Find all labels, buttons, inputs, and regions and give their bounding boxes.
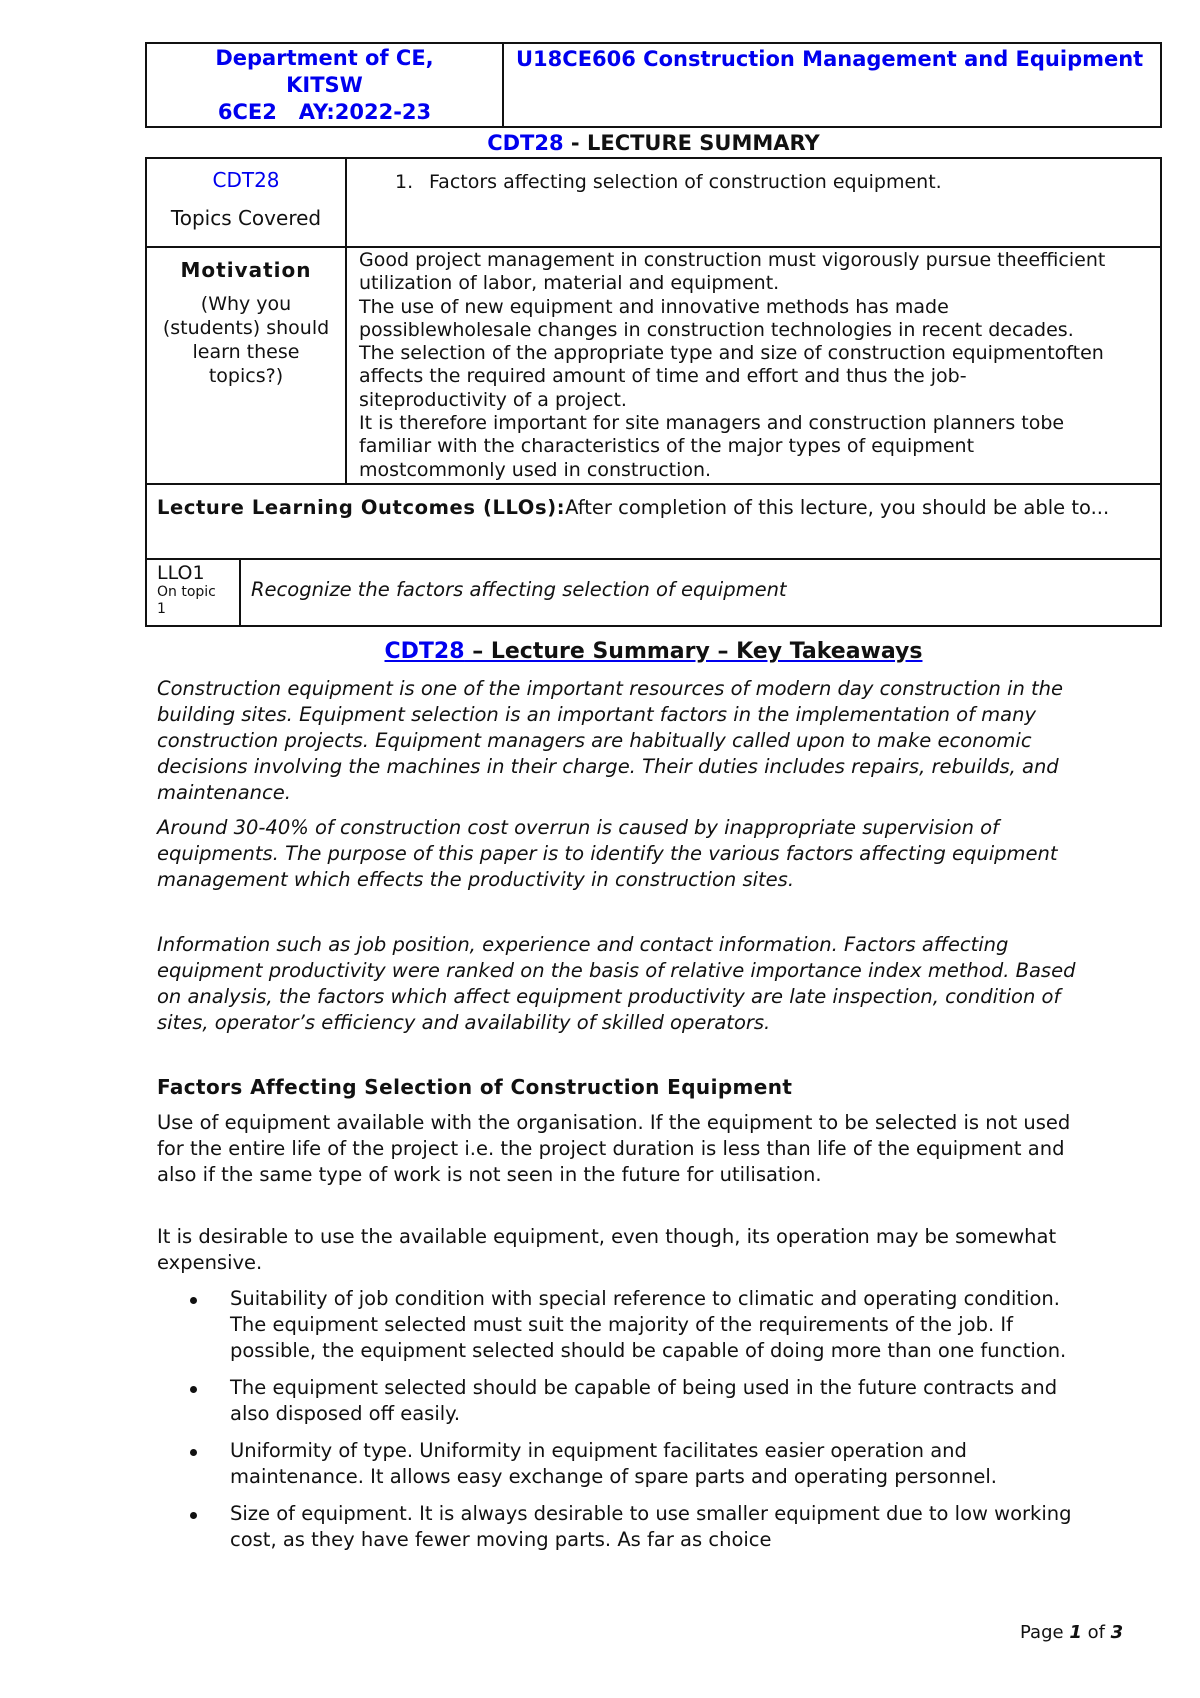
topic-number: 1. — [395, 171, 414, 193]
topics-code: CDT28 — [212, 168, 280, 192]
bullet-icon — [190, 1386, 197, 1393]
motivation-line: Good project management in construction must vigorously pursue theefficient — [359, 249, 1106, 271]
page-total: 3 — [1110, 1622, 1124, 1643]
of-label: of — [1081, 1622, 1111, 1643]
motivation-subtitle-line: (students) should — [162, 317, 330, 339]
department-line1: Department of CE, — [215, 46, 434, 70]
page-label: Page — [1020, 1622, 1070, 1643]
section-year: 6CE2 AY:2022-23 — [217, 100, 432, 124]
motivation-text-cell — [347, 248, 1160, 483]
llo-heading-rest: After completion of this lecture, you should be able to... — [565, 496, 1110, 519]
motivation-label-cell — [147, 248, 347, 483]
lecture-summary-table — [145, 157, 1162, 627]
bullet-icon — [190, 1449, 197, 1456]
key-takeaways-heading — [145, 637, 1162, 667]
llo-item-row — [147, 560, 1160, 625]
topics-label-cell — [147, 159, 347, 246]
bullet-item — [157, 1501, 1087, 1553]
llo-heading-bold: Lecture Learning Outcomes (LLOs): — [157, 496, 566, 519]
page-number: 1 — [1069, 1622, 1082, 1643]
motivation-line: It is therefore important for site managers and construction planners tobe — [359, 412, 1065, 435]
factors-paragraph — [157, 1224, 1087, 1276]
takeaway-paragraph — [157, 815, 1087, 893]
topics-row — [147, 159, 1160, 248]
bullet-item — [157, 1438, 1087, 1490]
motivation-title: Motivation — [180, 258, 312, 282]
department-line2: KITSW — [286, 73, 363, 97]
llo-id-cell — [147, 560, 241, 625]
motivation-row — [147, 248, 1160, 485]
takeaway-paragraph — [157, 932, 1087, 1036]
topics-label: Topics Covered — [170, 206, 322, 230]
factors-paragraph — [157, 1110, 1087, 1188]
factors-heading: Factors Affecting Selection of Construction Equipment — [157, 1075, 793, 1099]
header-table — [145, 42, 1162, 128]
llo-topic-number: 1 — [157, 601, 166, 617]
llo-text-cell — [241, 560, 1160, 625]
motivation-subtitle-line: topics?) — [208, 365, 284, 387]
bullet-icon — [190, 1297, 197, 1304]
key-takeaways-code-link[interactable]: CDT28 — [384, 639, 465, 664]
bullet-icon — [190, 1512, 197, 1519]
motivation-subtitle-line: (Why you — [200, 293, 292, 315]
bullet-text: Size of equipment. It is always desirable to use smaller equipment due to low working cost, as they have fewer moving parts. As far as choice — [230, 1502, 1072, 1551]
page-footer — [1020, 1622, 1123, 1643]
takeaway-paragraph-text: Construction equipment is one of the important resources of modern day construction in the building sites. Equipment selection is an important factors in the implementation of many construction projects. Equipment managers are habitually called upon to make economic decisions involving the machines in their charge. Their duties includes repairs, rebuilds, and maintenance. — [157, 677, 1064, 804]
motivation-line: The use of new equipment and innovative methods has made — [359, 295, 949, 318]
motivation-subtitle-line: learn these — [192, 341, 300, 363]
factors-paragraph-text: Use of equipment available with the organisation. If the equipment to be selected is not used for the entire life of the project i.e. the project duration is less than life of the equipment and also if the same type of work is not seen in the future for utilisation. — [157, 1111, 1071, 1186]
llo-on-topic: On topic — [157, 584, 216, 600]
course-title: U18CE606 Construction Management and Equipment — [516, 47, 1144, 71]
motivation-line: mostcommonly used in construction. — [359, 458, 712, 481]
motivation-line: familiar with the characteristics of the major types of equipment — [359, 435, 975, 458]
topic-text: Factors affecting selection of construction equipment. — [429, 171, 942, 193]
bullet-text: Uniformity of type. Uniformity in equipment facilitates easier operation and maintenance. It allows easy exchange of spare parts and operating personnel. — [230, 1439, 998, 1488]
bullet-item — [157, 1375, 1087, 1427]
topics-list-cell — [347, 159, 1160, 246]
bullet-text: The equipment selected should be capable of being used in the future contracts and also disposed off easily. — [230, 1376, 1058, 1425]
bullet-text: Suitability of job condition with special reference to climatic and operating condition. The equipment selected must suit the majority of the requirements of the job. If possible, the equipment selected should be capable of doing more than one function. — [230, 1287, 1067, 1362]
department-cell — [147, 44, 504, 126]
motivation-line: siteproductivity of a project. — [359, 388, 627, 411]
llo-id: LLO1 — [157, 562, 205, 584]
key-takeaways-title — [385, 639, 923, 664]
bullet-item — [157, 1286, 1087, 1364]
factors-bullet-list — [157, 1286, 1087, 1564]
lecture-summary-title — [145, 128, 1162, 158]
course-title-cell — [504, 44, 1160, 126]
motivation-line: affects the required amount of time and effort and thus the job- — [359, 365, 967, 388]
llo-text: Recognize the factors affecting selection of equipment — [251, 578, 787, 601]
motivation-line: utilization of labor, material and equipment. — [359, 272, 780, 295]
llo-heading-row — [147, 485, 1160, 560]
takeaway-paragraph — [157, 676, 1087, 806]
summary-code: CDT28 — [487, 131, 564, 155]
summary-title-rest: - LECTURE SUMMARY — [563, 131, 820, 155]
motivation-line: The selection of the appropriate type and size of construction equipmentoften — [359, 342, 1104, 365]
motivation-line: possiblewholesale changes in construction technologies in recent decades. — [359, 318, 1074, 341]
takeaway-paragraph-text: Around 30-40% of construction cost overrun is caused by inappropriate supervision of equipments. The purpose of this paper is to identify the various factors affecting equipment management which effects the productivity in construction sites. — [157, 816, 1058, 891]
factors-paragraph-text: It is desirable to use the available equipment, even though, its operation may be somewhat expensive. — [157, 1225, 1057, 1274]
takeaway-paragraph-text: Information such as job position, experience and contact information. Factors affecting equipment productivity were ranked on the basis of relative importance index method. Based on analysis, the factors which affect equipment productivity are late inspection, condition of sites, operator’s efficiency and availability of skilled operators. — [157, 933, 1076, 1034]
topic-item — [395, 171, 1160, 193]
key-takeaways-title-rest: – Lecture Summary – Key Takeaways — [464, 639, 923, 664]
